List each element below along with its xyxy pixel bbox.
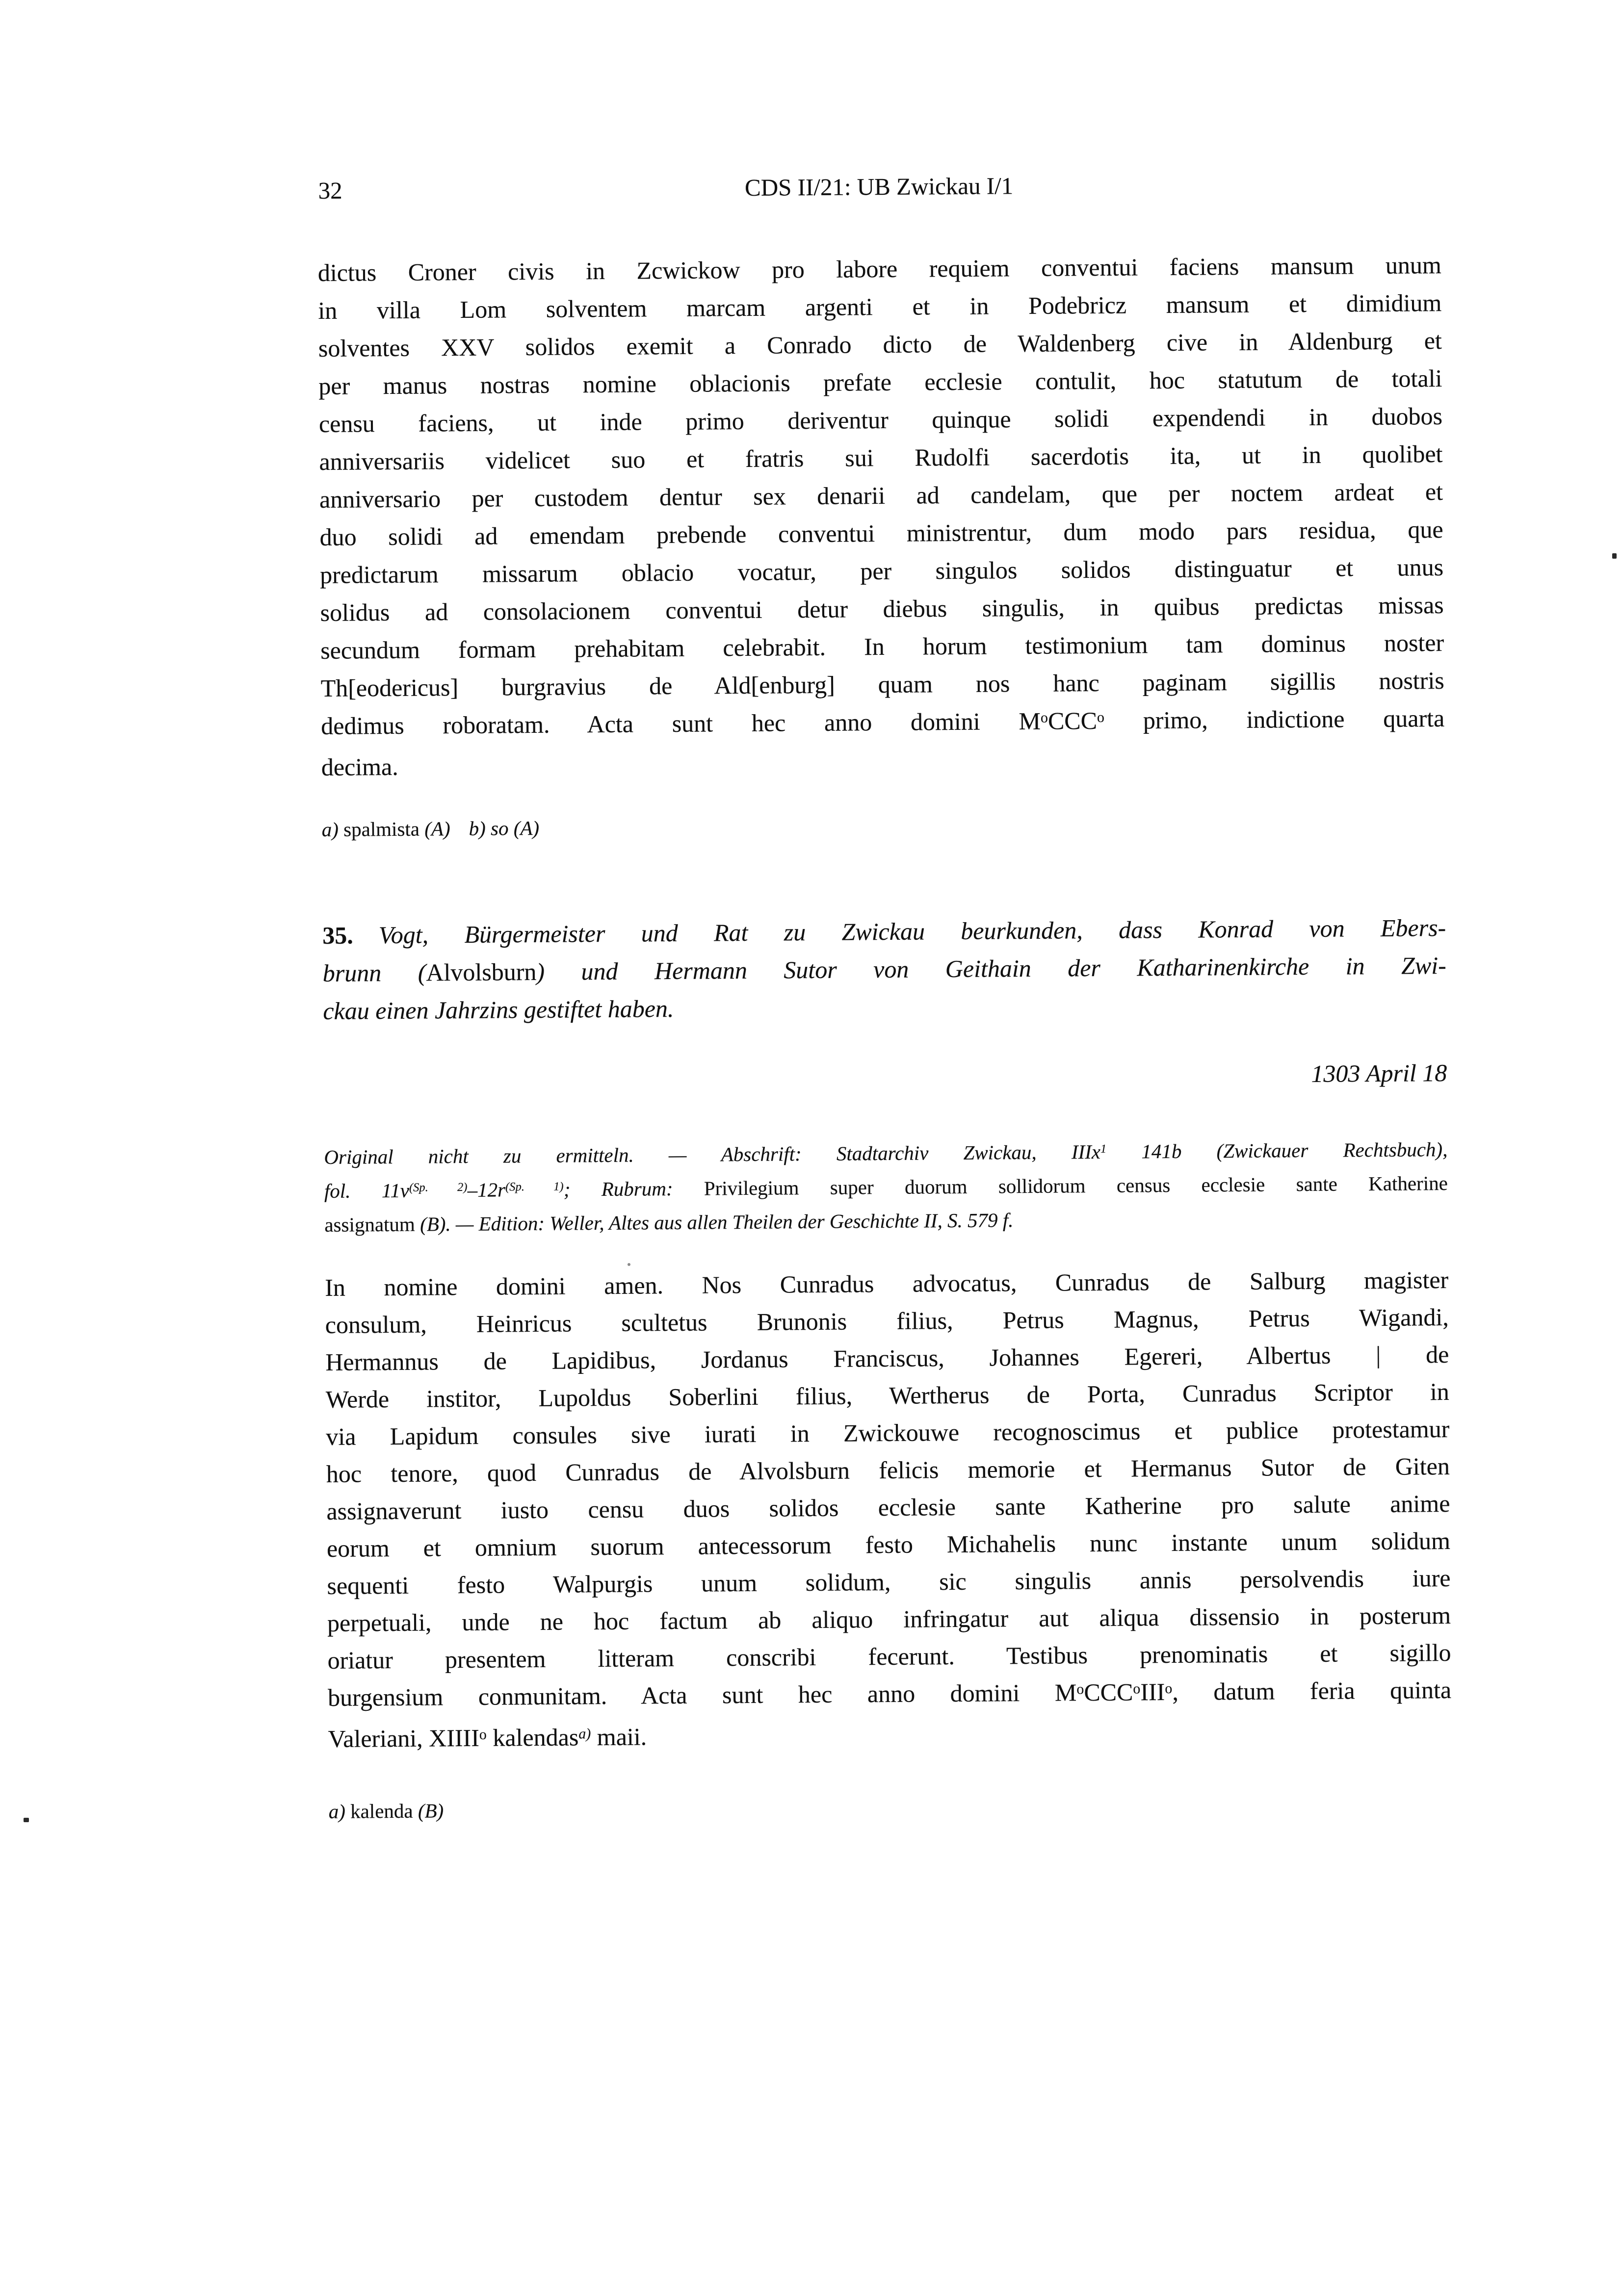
text-run: Privilegium super duorum sollidorum census ecclesie sante Katherine — [704, 1172, 1448, 1200]
text-run: maii. — [591, 1723, 647, 1751]
text-run: in villa Lom solventem marcam argenti et in Podebricz mansum et dimidium — [318, 289, 1441, 324]
text-run: Th[eodericus] burgravius de Ald[enburg] quam nos hanc paginam sigillis nostris — [321, 667, 1444, 702]
text-line — [328, 1712, 1452, 1761]
text-run: fol. 11v — [324, 1179, 409, 1202]
superscript: 1 — [1100, 1142, 1106, 1156]
text-run: eorum et omnium suorum antecessorum festo Michahelis nunc instante unum solidum — [327, 1527, 1450, 1562]
text-run: duo solidi ad emendam prebende conventui ministrentur, dum modo pars residua, que — [319, 516, 1443, 551]
page-number: 32 — [318, 177, 342, 205]
text-run: kalenda — [350, 1800, 418, 1823]
text-run: consulum, Heinricus scultetus Brunonis filius, Petrus Magnus, Petrus Wigandi, — [325, 1303, 1449, 1339]
text-run: Werde institor, Lupoldus Soberlini filius, Wertherus de Porta, Cunradus Scriptor in — [326, 1378, 1449, 1413]
superscript: (Sp. 2) — [409, 1181, 468, 1194]
text-run: hoc tenore, quod Cunradus de Alvolsburn felicis memorie et Hermanus Sutor de Giten — [326, 1452, 1450, 1488]
text-run: decima. — [321, 753, 398, 781]
text-run: ; Rubrum: — [564, 1177, 704, 1201]
text-run: 35. — [322, 922, 353, 949]
text-line — [323, 984, 1446, 1030]
charter-34-text — [318, 246, 1445, 786]
text-run: anniversariis videlicet suo et fratris sui Rudolfi sacerdotis ita, ut in quolibet — [319, 440, 1442, 475]
text-run: Hermannus de Lapidibus, Jordanus Franciscus, Johannes Egereri, Albertus | de — [325, 1341, 1449, 1376]
text-run: censu faciens, ut inde primo deriventur quinque solidi expendendi in duobos — [319, 402, 1442, 438]
text-run: (B) — [418, 1799, 444, 1822]
superscript: o — [1041, 709, 1048, 725]
text-run: via Lapidum consules sive iurati in Zwickouwe recognoscimus et publice protestamur — [326, 1415, 1449, 1450]
superscript: o — [1097, 709, 1104, 725]
text-run: Alvolsburn — [426, 958, 536, 986]
text-run: , datum feria quinta — [1172, 1676, 1451, 1705]
text-run: 141b (Zwickauer Rechtsbuch), — [1106, 1138, 1447, 1163]
text-run: (A) — [424, 817, 450, 840]
text-run: assignatum — [324, 1213, 420, 1236]
text-line — [321, 741, 1445, 786]
scan-speck — [1612, 553, 1617, 559]
text-run: perpetuali, unde ne hoc factum ab aliquo infringatur aut aliqua dissensio in posterum — [327, 1601, 1451, 1637]
text-run: dictus Croner civis in Zcwickow pro labore requiem conventui faciens mansum unum — [318, 251, 1441, 286]
text-run: CCC — [1084, 1678, 1133, 1706]
text-line — [323, 947, 1446, 992]
text-run: b) so (A) — [469, 817, 539, 840]
text-run: –12r — [467, 1178, 505, 1201]
superscript: (Sp. 1) — [505, 1180, 564, 1194]
text-line — [321, 699, 1445, 748]
charter-35-heading — [322, 909, 1447, 1030]
running-head — [317, 169, 1440, 177]
text-run: sequenti festo Walpurgis unum solidum, sic singulis annis persolvendis iure — [327, 1564, 1450, 1599]
running-title: CDS II/21: UB Zwickau I/1 — [317, 169, 1440, 205]
text-run: assignaverunt iusto censu duos solidos ecclesie sante Katherine pro salute anime — [326, 1490, 1450, 1525]
superscript: o — [1165, 1680, 1172, 1697]
text-run: burgensium conmunitam. Acta sunt hec anno domini M — [328, 1678, 1077, 1711]
text-run: In nomine domini amen. Nos Cunradus advocatus, Cunradus de Salburg magister — [325, 1266, 1448, 1301]
charter-35-provenance — [324, 1134, 1448, 1240]
text-run: ) und Hermann Sutor von Geithain der Katharinenkirche in Zwi- — [536, 952, 1446, 985]
text-run: primo, indictione quarta — [1104, 704, 1445, 734]
text-run: dedimus roboratam. Acta sunt hec anno domini M — [321, 707, 1041, 740]
superscript: o — [1133, 1680, 1140, 1697]
text-run: brunn ( — [323, 959, 426, 987]
text-run: Vogt, Bürgermeister und Rat zu Zwickau beurkunden, dass Konrad von Ebers- — [379, 914, 1446, 949]
text-run: CCC — [1048, 707, 1097, 735]
text-run: secundum formam prehabitam celebrabit. In horum testimonium tam dominus noster — [320, 629, 1444, 664]
text-run: oriatur presentem litteram conscribi fecerunt. Testibus prenominatis et sigillo — [327, 1639, 1451, 1674]
text-run: (B). — Edition: Weller, Altes aus allen Theilen der Geschichte II, S. 579 f. — [420, 1209, 1014, 1235]
text-run: a) — [329, 1800, 351, 1823]
text-run: III — [1140, 1678, 1165, 1705]
superscript: o — [1076, 1681, 1084, 1697]
scan-speck — [628, 1263, 630, 1266]
text-line — [328, 1671, 1452, 1720]
text-run: anniversario per custodem dentur sex denarii ad candelam, que per noctem ardeat et — [319, 478, 1443, 513]
text-run: Valeriani, XIIII — [328, 1724, 479, 1753]
text-run: kalendas — [487, 1723, 579, 1751]
charter-35-date: 1303 April 18 — [323, 1059, 1447, 1094]
text-run: a) — [322, 818, 344, 841]
text-run: solventes XXV solidos exemit a Conrado dicto de Waldenberg cive in Aldenburg et — [318, 327, 1442, 362]
charter-35-text — [325, 1261, 1452, 1761]
text-run: ckau einen Jahrzins gestiftet haben. — [323, 995, 674, 1025]
text-run: Original nicht zu ermitteln. — Abschrift: Stadtarchiv Zwickau, IIIx — [324, 1140, 1100, 1168]
charter-34-footnote — [322, 809, 1445, 842]
superscript: a) — [578, 1726, 591, 1742]
charter-35-footnote — [329, 1791, 1452, 1824]
text-run: spalmista — [343, 818, 424, 841]
text-run: per manus nostras nomine oblacionis prefate ecclesie contulit, hoc statutum de totali — [318, 364, 1442, 400]
text-run: predictarum missarum oblacio vocatur, per singulos solidos distinguatur et unus — [320, 553, 1443, 589]
superscript: o — [479, 1726, 487, 1742]
scan-speck — [24, 1818, 29, 1822]
text-run: solidus ad consolacionem conventui detur diebus singulis, in quibus predictas missas — [320, 591, 1443, 626]
